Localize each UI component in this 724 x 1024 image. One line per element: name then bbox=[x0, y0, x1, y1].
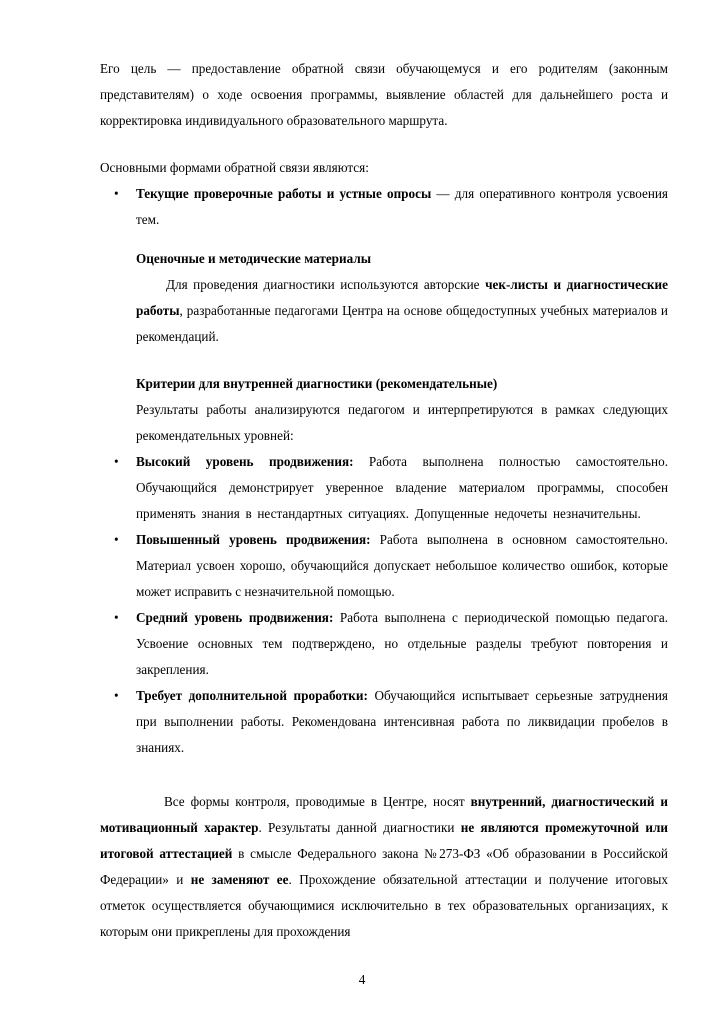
level-low-label: Требует дополнительной проработки: bbox=[136, 688, 368, 703]
list-item bbox=[100, 449, 668, 527]
criteria-block bbox=[136, 371, 668, 449]
level-mid-label: Средний уровень продвижения: bbox=[136, 610, 334, 625]
bullet-current-works-text: — для оперативного контроля усвоения тем. bbox=[136, 186, 669, 227]
materials-text-part1: Для проведения диагностики используются авторские bbox=[166, 277, 486, 292]
list-item bbox=[100, 181, 668, 233]
level-low-text: Обучающийся испытывает серьезные затруднения при выполнении работы. Рекомендована интенсивная работа по ликвидации пробелов в знаниях. bbox=[136, 688, 668, 755]
level-mid-text: Работа выполнена с периодической помощью педагога. Усвоение основных тем подтверждено, но отдельные разделы требуют повторения и закрепления. bbox=[136, 610, 669, 677]
list-item bbox=[100, 605, 668, 683]
feedback-forms-list bbox=[100, 181, 668, 233]
paragraph-final bbox=[100, 789, 668, 945]
final-bold3: не заменяют ее bbox=[190, 872, 289, 887]
materials-text-bold: чек-листы и диагностические работы bbox=[136, 277, 668, 318]
document-body bbox=[100, 56, 668, 945]
criteria-heading: Критерии для внутренней диагностики (рекомендательные) bbox=[136, 376, 498, 391]
assessment-materials-text bbox=[136, 272, 668, 350]
level-high-label: Высокий уровень продвижения: bbox=[136, 454, 354, 469]
materials-text-part2: , разработанные педагогами Центра на основе общедоступных учебных материалов и рекомендаций. bbox=[136, 303, 668, 344]
final-part3: в смысле Федерального закона №273-ФЗ «Об образовании в Российской Федерации» и bbox=[100, 846, 668, 887]
final-bold1: внутренний, диагностический и мотивационный характер bbox=[100, 794, 668, 835]
list-item bbox=[100, 527, 668, 605]
levels-list bbox=[100, 449, 668, 761]
list-item bbox=[100, 683, 668, 761]
final-part4: . Прохождение обязательной аттестации и получение итоговых отметок осуществляется обучающимися исключительно в тех образовательных организациях, к которым они прикреплены для прохождения bbox=[100, 872, 668, 939]
paragraph-intro: Его цель — предоставление обратной связи обучающемуся и его родителям (законным представителям) о ходе освоения программы, выявление областей для дальнейшего роста и корректировка индивидуального образовательного маршрута. bbox=[100, 61, 668, 128]
final-bold2: не являются промежуточной или итоговой аттестацией bbox=[100, 820, 668, 861]
level-raised-text: Работа выполнена в основном самостоятельно. Материал усвоен хорошо, обучающийся допускает небольшое количество ошибок, которые может исправить с незначительной помощью. bbox=[136, 532, 668, 599]
paragraph-forms-lead: Основными формами обратной связи являются: bbox=[100, 160, 369, 175]
assessment-materials-block bbox=[136, 246, 668, 350]
level-raised-label: Повышенный уровень продвижения: bbox=[136, 532, 371, 547]
criteria-text: Результаты работы анализируются педагогом и интерпретируются в рамках следующих рекомендательных уровней: bbox=[136, 402, 668, 443]
assessment-materials-heading: Оценочные и методические материалы bbox=[136, 251, 372, 266]
page-number: 4 bbox=[358, 972, 366, 987]
bullet-current-works-label: Текущие проверочные работы и устные опросы bbox=[136, 186, 432, 201]
final-part1: Все формы контроля, проводимые в Центре, носят bbox=[164, 794, 471, 809]
final-part2: . Результаты данной диагностики bbox=[258, 820, 461, 835]
level-high-text: Работа выполнена полностью самостоятельно. Обучающийся демонстрирует уверенное владение материалом программы, способен применять знания в нестандартных ситуациях. Допущенные недочеты незначительны. bbox=[136, 454, 669, 521]
